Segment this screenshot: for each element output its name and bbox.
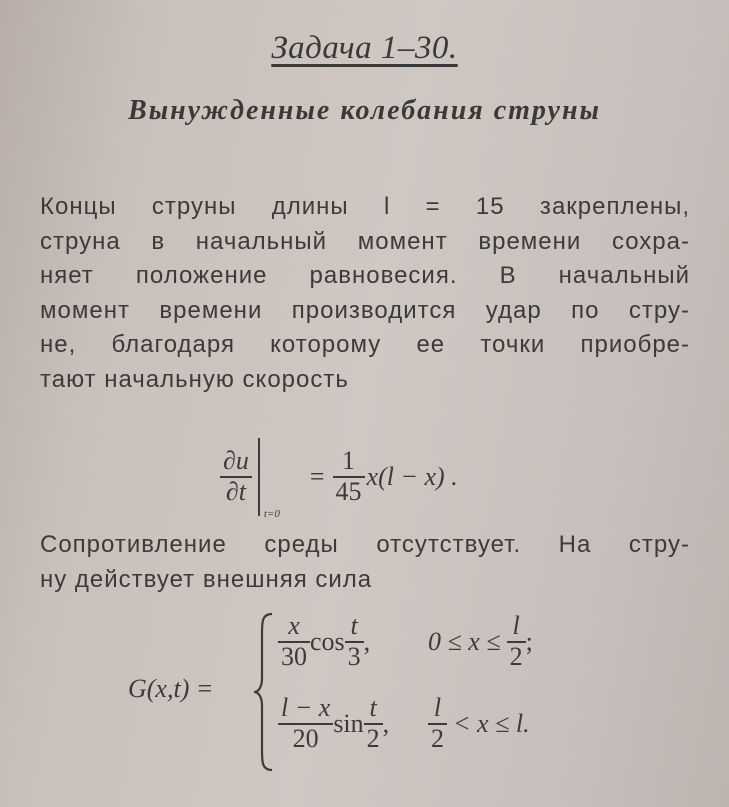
partial-derivative-fraction <box>220 447 252 506</box>
fraction-numerator: x <box>288 611 300 640</box>
velocity-expression: x(l − x) . <box>366 462 458 491</box>
paragraph-line: няет положение равновесия. В начальный <box>40 262 690 289</box>
piecewise-condition-1 <box>428 612 533 671</box>
fraction-denominator: 2 <box>509 641 523 671</box>
fraction-numerator: t <box>350 611 358 640</box>
evaluation-subscript: t=0 <box>263 508 280 520</box>
paragraph-line: не, благодаря которому ее точки приобре- <box>40 331 690 358</box>
problem-paragraph-1 <box>40 190 690 397</box>
fraction-denominator: 30 <box>281 641 307 671</box>
fraction-numerator: 1 <box>342 446 356 476</box>
coefficient-fraction <box>333 447 365 506</box>
condition-right: < x ≤ l. <box>453 708 530 738</box>
fraction-numerator: l − x <box>281 693 331 722</box>
evaluation-bar <box>258 438 300 520</box>
problem-paragraph-2 <box>40 528 690 597</box>
piecewise-case-2 <box>278 694 389 753</box>
paragraph-line: Концы струны длины l = 15 закреплены, <box>40 193 690 220</box>
equals-sign: = <box>309 462 325 491</box>
fraction-denominator: 3 <box>347 641 361 671</box>
condition-fraction <box>507 612 526 671</box>
condition-fraction <box>428 694 447 753</box>
initial-velocity-equation <box>220 438 458 520</box>
fraction-denominator: 2 <box>366 723 380 753</box>
paragraph-line: момент времени производится удар по стру- <box>40 296 690 324</box>
fraction-numerator: l <box>512 611 520 640</box>
fraction-denominator: 2 <box>431 723 444 753</box>
case-separator: , <box>382 708 390 738</box>
trig-argument <box>345 612 364 671</box>
paragraph-line: струна в начальный момент времени сохра- <box>40 227 690 255</box>
piecewise-condition-2 <box>428 694 530 753</box>
fraction-numerator: ∂u <box>223 446 249 476</box>
left-brace-icon <box>252 612 276 772</box>
paragraph-line: Сопротивление среды отсутствует. На стру- <box>40 531 690 558</box>
fraction-numerator: t <box>369 693 377 722</box>
case-coefficient <box>278 694 333 753</box>
piecewise-case-1 <box>278 612 370 671</box>
case-separator: , <box>363 626 371 656</box>
paragraph-line: тают начальную скорость <box>40 365 349 393</box>
force-function-lhs: G(x,t) = <box>128 674 214 703</box>
condition-left: 0 ≤ x ≤ <box>428 626 501 656</box>
equation-rhs <box>310 447 458 506</box>
fraction-denominator: 20 <box>292 723 319 753</box>
trig-function: cos <box>310 626 345 656</box>
problem-title: Задача 1–30. <box>271 30 458 66</box>
trig-argument <box>364 694 383 753</box>
trig-function: sin <box>333 708 364 738</box>
fraction-denominator: ∂t <box>225 477 246 506</box>
fraction-numerator: l <box>433 693 442 722</box>
case-coefficient <box>278 612 310 671</box>
paragraph-line: ну действует внешняя сила <box>40 565 373 593</box>
condition-end: ; <box>525 626 533 656</box>
problem-subtitle: Вынужденные колебания струны <box>128 95 601 126</box>
fraction-denominator: 45 <box>335 477 362 506</box>
